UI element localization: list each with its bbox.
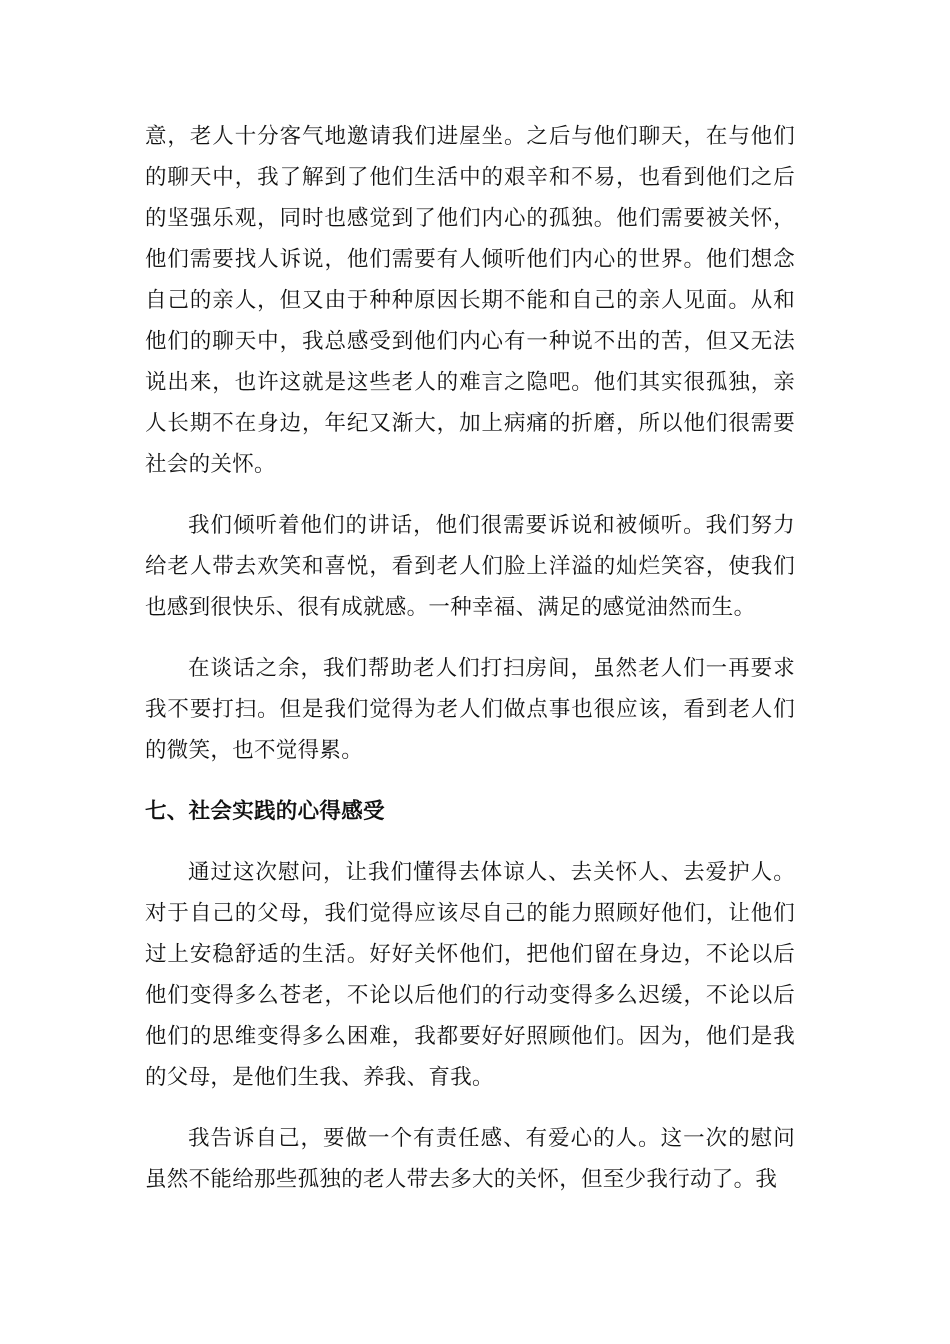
- paragraph-cleaning: 在谈话之余，我们帮助老人们打扫房间，虽然老人们一再要求我不要打扫。但是我们觉得为老人们做点事也很应该，看到老人们的微笑，也不觉得累。: [145, 656, 795, 763]
- paragraph-gap: [145, 1098, 795, 1118]
- paragraph-gap: [145, 771, 795, 791]
- paragraph-gap: [145, 628, 795, 648]
- section-heading: 七、社会实践的心得感受: [145, 799, 385, 824]
- document-body: [145, 116, 795, 1200]
- paragraph-listening: 我们倾听着他们的讲话，他们很需要诉说和被倾听。我们努力给老人带去欢笑和喜悦，看到老人们脸上洋溢的灿烂笑容，使我们也感到很快乐、很有成就感。一种幸福、满足的感觉油然而生。: [145, 513, 795, 620]
- paragraph-responsibility: 我告诉自己，要做一个有责任感、有爱心的人。这一次的慰问虽然不能给那些孤独的老人带去多大的关怀，但至少我行动了。我: [145, 1126, 795, 1192]
- paragraph-continuation: 意，老人十分客气地邀请我们进屋坐。之后与他们聊天，在与他们的聊天中，我了解到了他们生活中的艰辛和不易，也看到他们之后的坚强乐观，同时也感觉到了他们内心的孤独。他们需要被关怀，他们需要找人诉说，他们需要有人倾听他们内心的世界。他们想念自己的亲人，但又由于种种原因长期不能和自己的亲人见面。从和他们的聊天中，我总感受到他们内心有一种说不出的苦，但又无法说出来，也许这就是这些老人的难言之隐吧。他们其实很孤独，亲人长期不在身边，年纪又渐大，加上病痛的折磨，所以他们很需要社会的关怀。: [145, 124, 795, 477]
- paragraph-gap: [145, 485, 795, 505]
- paragraph-reflection: 通过这次慰问，让我们懂得去体谅人、去关怀人、去爱护人。对于自己的父母，我们觉得应该尽自己的能力照顾好他们，让他们过上安稳舒适的生活。好好关怀他们，把他们留在身边，不论以后他们变得多么苍老，不论以后他们的行动变得多么迟缓，不论以后他们的思维变得多么困难，我都要好好照顾他们。因为，他们是我的父母，是他们生我、养我、育我。: [145, 860, 795, 1090]
- paragraph-gap: [145, 832, 795, 852]
